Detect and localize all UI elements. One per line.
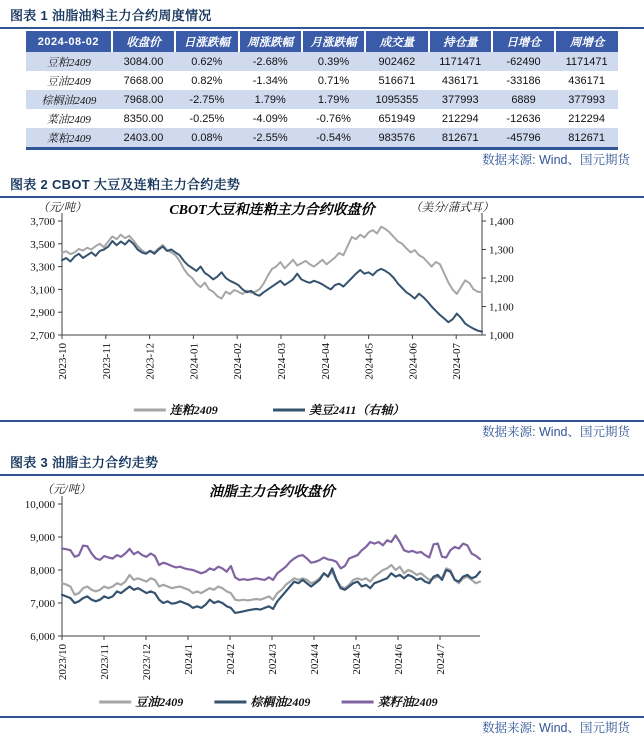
contract-name-cell: 菜粕2409: [46, 132, 91, 145]
legend-label: 豆油2409: [135, 695, 184, 709]
cbot-soybean-meal-chart: [0, 198, 644, 420]
table-value-cell: 6889: [511, 93, 536, 106]
table-value-cell: 212294: [568, 112, 605, 125]
table-value-cell: 1171471: [439, 55, 482, 68]
x-tick-label: 2023-11: [100, 343, 113, 380]
table-header-cell: 持仓量: [429, 31, 492, 52]
table-header-date: 2024-08-02: [26, 31, 112, 52]
chart-title: CBOT大豆和连粕主力合约收盘价: [169, 203, 375, 218]
x-tick-label: 2024/3: [267, 644, 279, 675]
x-tick-label: 2024-03: [276, 343, 288, 380]
x-tick-label: 2024/7: [435, 644, 447, 675]
table-value-cell: 0.62%: [191, 55, 223, 68]
table-header-row: [26, 31, 618, 52]
x-tick-label: 2023/12: [141, 644, 153, 681]
table-row: [26, 128, 618, 149]
x-tick-label: 2023/11: [99, 644, 111, 680]
table-value-cell: 983576: [378, 131, 416, 144]
oils-main-contract-chart: [0, 476, 644, 716]
table-value-cell: 3084.00: [123, 55, 164, 68]
right-y-tick-label: 1,100: [489, 301, 514, 314]
table-value-cell: -2.75%: [189, 93, 225, 106]
figure1-title: 图表 1 油脂油料主力合约周度情况: [10, 8, 212, 23]
right-axis-unit-label: （美分/蒲式耳）: [410, 202, 494, 214]
table-value-cell: -0.76%: [316, 112, 351, 125]
contract-name-cell: 豆粕2409: [46, 56, 91, 69]
y-tick-label: 6,000: [30, 631, 55, 643]
table-value-cell: 8350.00: [123, 112, 164, 125]
table-value-cell: 377993: [568, 93, 605, 106]
table-value-cell: -2.55%: [252, 131, 288, 144]
x-tick-label: 2024-05: [363, 343, 376, 380]
x-tick-label: 2024/4: [309, 644, 321, 675]
table-value-cell: 1.79%: [317, 93, 350, 106]
x-tick-label: 2023-12: [144, 343, 157, 380]
table-value-cell: 2403.00: [123, 131, 164, 144]
table-value-cell: 436171: [441, 74, 479, 87]
contract-name-cell: 豆油2409: [46, 75, 91, 88]
y-tick-label: 8,000: [30, 565, 55, 577]
table-value-cell: -0.54%: [316, 131, 351, 144]
table-value-cell: 0.82%: [191, 74, 223, 87]
y-tick-label: 9,000: [30, 532, 55, 544]
legend-label: 连粕2409: [169, 403, 218, 417]
table-value-cell: -62490: [506, 55, 541, 68]
table-value-cell: -12636: [506, 112, 541, 125]
legend-label: 美豆2411（右轴）: [309, 403, 405, 417]
left-axis-unit-label: （元/吨）: [37, 202, 87, 214]
legend-label: 棕榈油2409: [250, 695, 311, 709]
table-header-cell: 周涨跌幅: [239, 31, 302, 52]
weekly-table-wrap: [26, 31, 618, 150]
figure3-title: 图表 3 油脂主力合约走势: [10, 455, 159, 470]
x-tick-label: 2024/5: [351, 644, 363, 675]
table-header-cell: 日涨跌幅: [175, 31, 238, 52]
divider: [0, 27, 644, 29]
y-tick-label: 3,700: [30, 216, 55, 228]
right-y-tick-label: 1,400: [489, 216, 514, 228]
x-tick-label: 2024-04: [319, 343, 332, 380]
x-tick-label: 2024-07: [451, 343, 464, 380]
table-value-cell: 212294: [441, 112, 479, 125]
x-tick-label: 2024/6: [393, 644, 405, 675]
series-line-2: [62, 535, 480, 580]
table-value-cell: -1.34%: [252, 74, 288, 87]
table-header-cell: 月涨跌幅: [302, 31, 365, 52]
table-header-cell: 周增仓: [555, 31, 618, 52]
contract-name-cell: 菜油2409: [46, 113, 91, 126]
table-value-cell: 1.79%: [254, 93, 286, 106]
figure2-title: 图表 2 CBOT 大豆及连粕主力合约走势: [10, 177, 241, 192]
contract-name-cell: 棕榈油2409: [41, 94, 97, 107]
table-header-cell: 日增仓: [492, 31, 555, 52]
table-value-cell: -2.68%: [252, 55, 288, 68]
y-tick-label: 7,000: [30, 598, 55, 610]
table-header-cell: 成交量: [365, 31, 428, 52]
x-tick-label: 2024-01: [188, 343, 201, 380]
table-value-cell: 436171: [568, 74, 605, 87]
table-value-cell: 812671: [568, 131, 605, 144]
table-body: [26, 52, 618, 149]
y-tick-label: 2,700: [30, 330, 55, 342]
table-value-cell: 902462: [378, 55, 416, 68]
y-tick-label: 3,100: [30, 284, 55, 297]
weekly-futures-table: [26, 31, 618, 150]
y-tick-label: 2,900: [30, 307, 55, 320]
x-tick-label: 2024/2: [225, 644, 237, 675]
table-value-cell: -33186: [506, 74, 541, 87]
left-axis-unit-label: （元/吨）: [41, 484, 91, 496]
table-value-cell: 7968.00: [123, 93, 164, 106]
right-y-tick-label: 1,000: [489, 330, 514, 342]
source-note-figure2: 数据来源: Wind、国元期货: [482, 425, 630, 439]
series-line-0: [62, 565, 480, 600]
legend-label: 菜籽油2409: [377, 695, 438, 709]
x-tick-label: 2023-10: [57, 343, 69, 380]
source-note-figure1: 数据来源: Wind、国元期货: [482, 153, 630, 167]
table-value-cell: 516671: [378, 74, 416, 87]
table-value-cell: 1095355: [375, 93, 419, 106]
table-value-cell: 651949: [378, 112, 416, 125]
table-row: [26, 109, 618, 128]
x-tick-label: 2024-02: [232, 343, 245, 380]
y-tick-label: 3,500: [30, 238, 55, 251]
table-value-cell: 7668.00: [123, 74, 164, 87]
right-y-tick-label: 1,300: [489, 244, 514, 257]
table-value-cell: 1171471: [565, 55, 608, 68]
table-header-cell: 收盘价: [112, 31, 175, 52]
table-value-cell: -4.09%: [252, 112, 288, 125]
table-value-cell: -0.25%: [189, 112, 225, 125]
source-note-figure3: 数据来源: Wind、国元期货: [482, 721, 630, 735]
y-tick-label: 3,300: [30, 261, 55, 274]
x-tick-label: 2023/10: [57, 644, 69, 681]
table-value-cell: 0.71%: [317, 74, 350, 87]
table-value-cell: 377993: [441, 93, 479, 106]
chart-title: 油脂主力合约收盘价: [209, 485, 335, 500]
table-value-cell: 0.08%: [191, 131, 223, 144]
table-value-cell: 0.39%: [317, 55, 350, 68]
right-y-tick-label: 1,200: [489, 273, 514, 285]
table-row: [26, 52, 618, 71]
table-row: [26, 71, 618, 90]
y-tick-label: 10,000: [24, 499, 55, 511]
x-tick-label: 2024/1: [183, 644, 195, 675]
table-value-cell: -45796: [506, 131, 541, 144]
table-value-cell: 812671: [441, 131, 479, 144]
x-tick-label: 2024-06: [407, 343, 420, 380]
table-row: [26, 90, 618, 109]
